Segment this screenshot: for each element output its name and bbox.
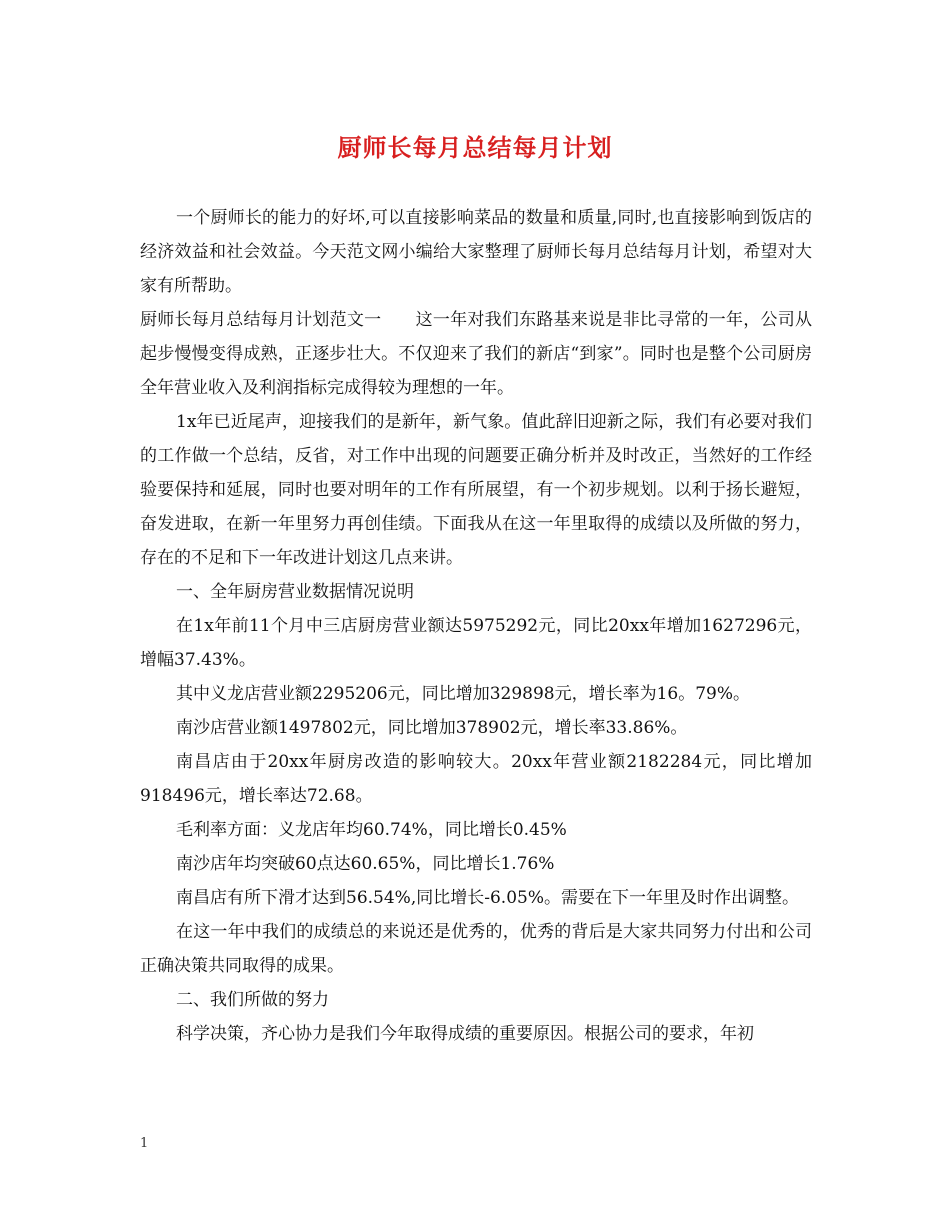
- sample-heading: 厨师长每月总结每月计划范文一: [140, 310, 382, 330]
- section-heading-two: 二、我们所做的努力: [176, 990, 329, 1010]
- paragraph-year-summary: 1x年已近尾声，迎接我们的是新年，新气象。值此辞旧迎新之际，我们有必要对我们的工作做一个总结，反省，对工作中出现的问题要正确分析并及时改正，当然好的工作经验要保持和延展，同时也要对明年的工作有所展望，有一个初步规划。以利于扬长避短，奋发进取，在新一年里努力再创佳绩。下面我从在这一年里取得的成绩以及所做的努力，存在的不足和下一年改进计划这几点来讲。: [140, 412, 812, 568]
- sample-text: 这一年对我们东路基来说是非比寻常的一年，公司从起步慢慢变得成熟，正逐步壮大。不仅迎来了我们的新店“到家”。同时也是整个公司厨房全年营业收入及利润指标完成得较为理想的一年。: [140, 310, 812, 398]
- paragraph-nansha-revenue: 南沙店营业额1497802元，同比增加378902元，增长率33.86%。: [176, 718, 688, 738]
- paragraph-nansha-margin: 南沙店年均突破60点达60.65%，同比增长1.76%: [176, 854, 555, 874]
- paragraph-total-revenue: 在1x年前11个月中三店厨房营业额达5975292元，同比20xx年增加1627296元，增幅37.43%。: [140, 616, 812, 670]
- document-title: 厨师长每月总结每月计划: [337, 134, 613, 162]
- paragraph-decision: 科学决策，齐心协力是我们今年取得成绩的重要原因。根据公司的要求，年初: [176, 1024, 754, 1044]
- paragraph-nanchang-revenue: 南昌店由于20xx年厨房改造的影响较大。20xx年营业额2182284元，同比增加918496元，增长率达72.68。: [140, 752, 812, 806]
- paragraph-gross-margin: 毛利率方面：义龙店年均60.74%，同比增长0.45%: [176, 820, 567, 840]
- page-number: 1: [140, 1136, 149, 1151]
- paragraph-yilong-revenue: 其中义龙店营业额2295206元，同比增加329898元，增长率为16。79%。: [176, 684, 751, 704]
- paragraph-sample-one: [140, 303, 812, 405]
- paragraph-intro: 一个厨师长的能力的好坏,可以直接影响菜品的数量和质量,同时,也直接影响到饭店的经济效益和社会效益。今天范文网小编给大家整理了厨师长每月总结每月计划，希望对大家有所帮助。: [140, 208, 812, 296]
- section-heading-one: 一、全年厨房营业数据情况说明: [176, 582, 414, 602]
- document-body: [140, 201, 812, 1051]
- paragraph-nanchang-margin: 南昌店有所下滑才达到56.54%,同比增长-6.05%。需要在下一年里及时作出调整。: [176, 888, 799, 908]
- paragraph-achievement: 在这一年中我们的成绩总的来说还是优秀的，优秀的背后是大家共同努力付出和公司正确决策共同取得的成果。: [140, 922, 812, 976]
